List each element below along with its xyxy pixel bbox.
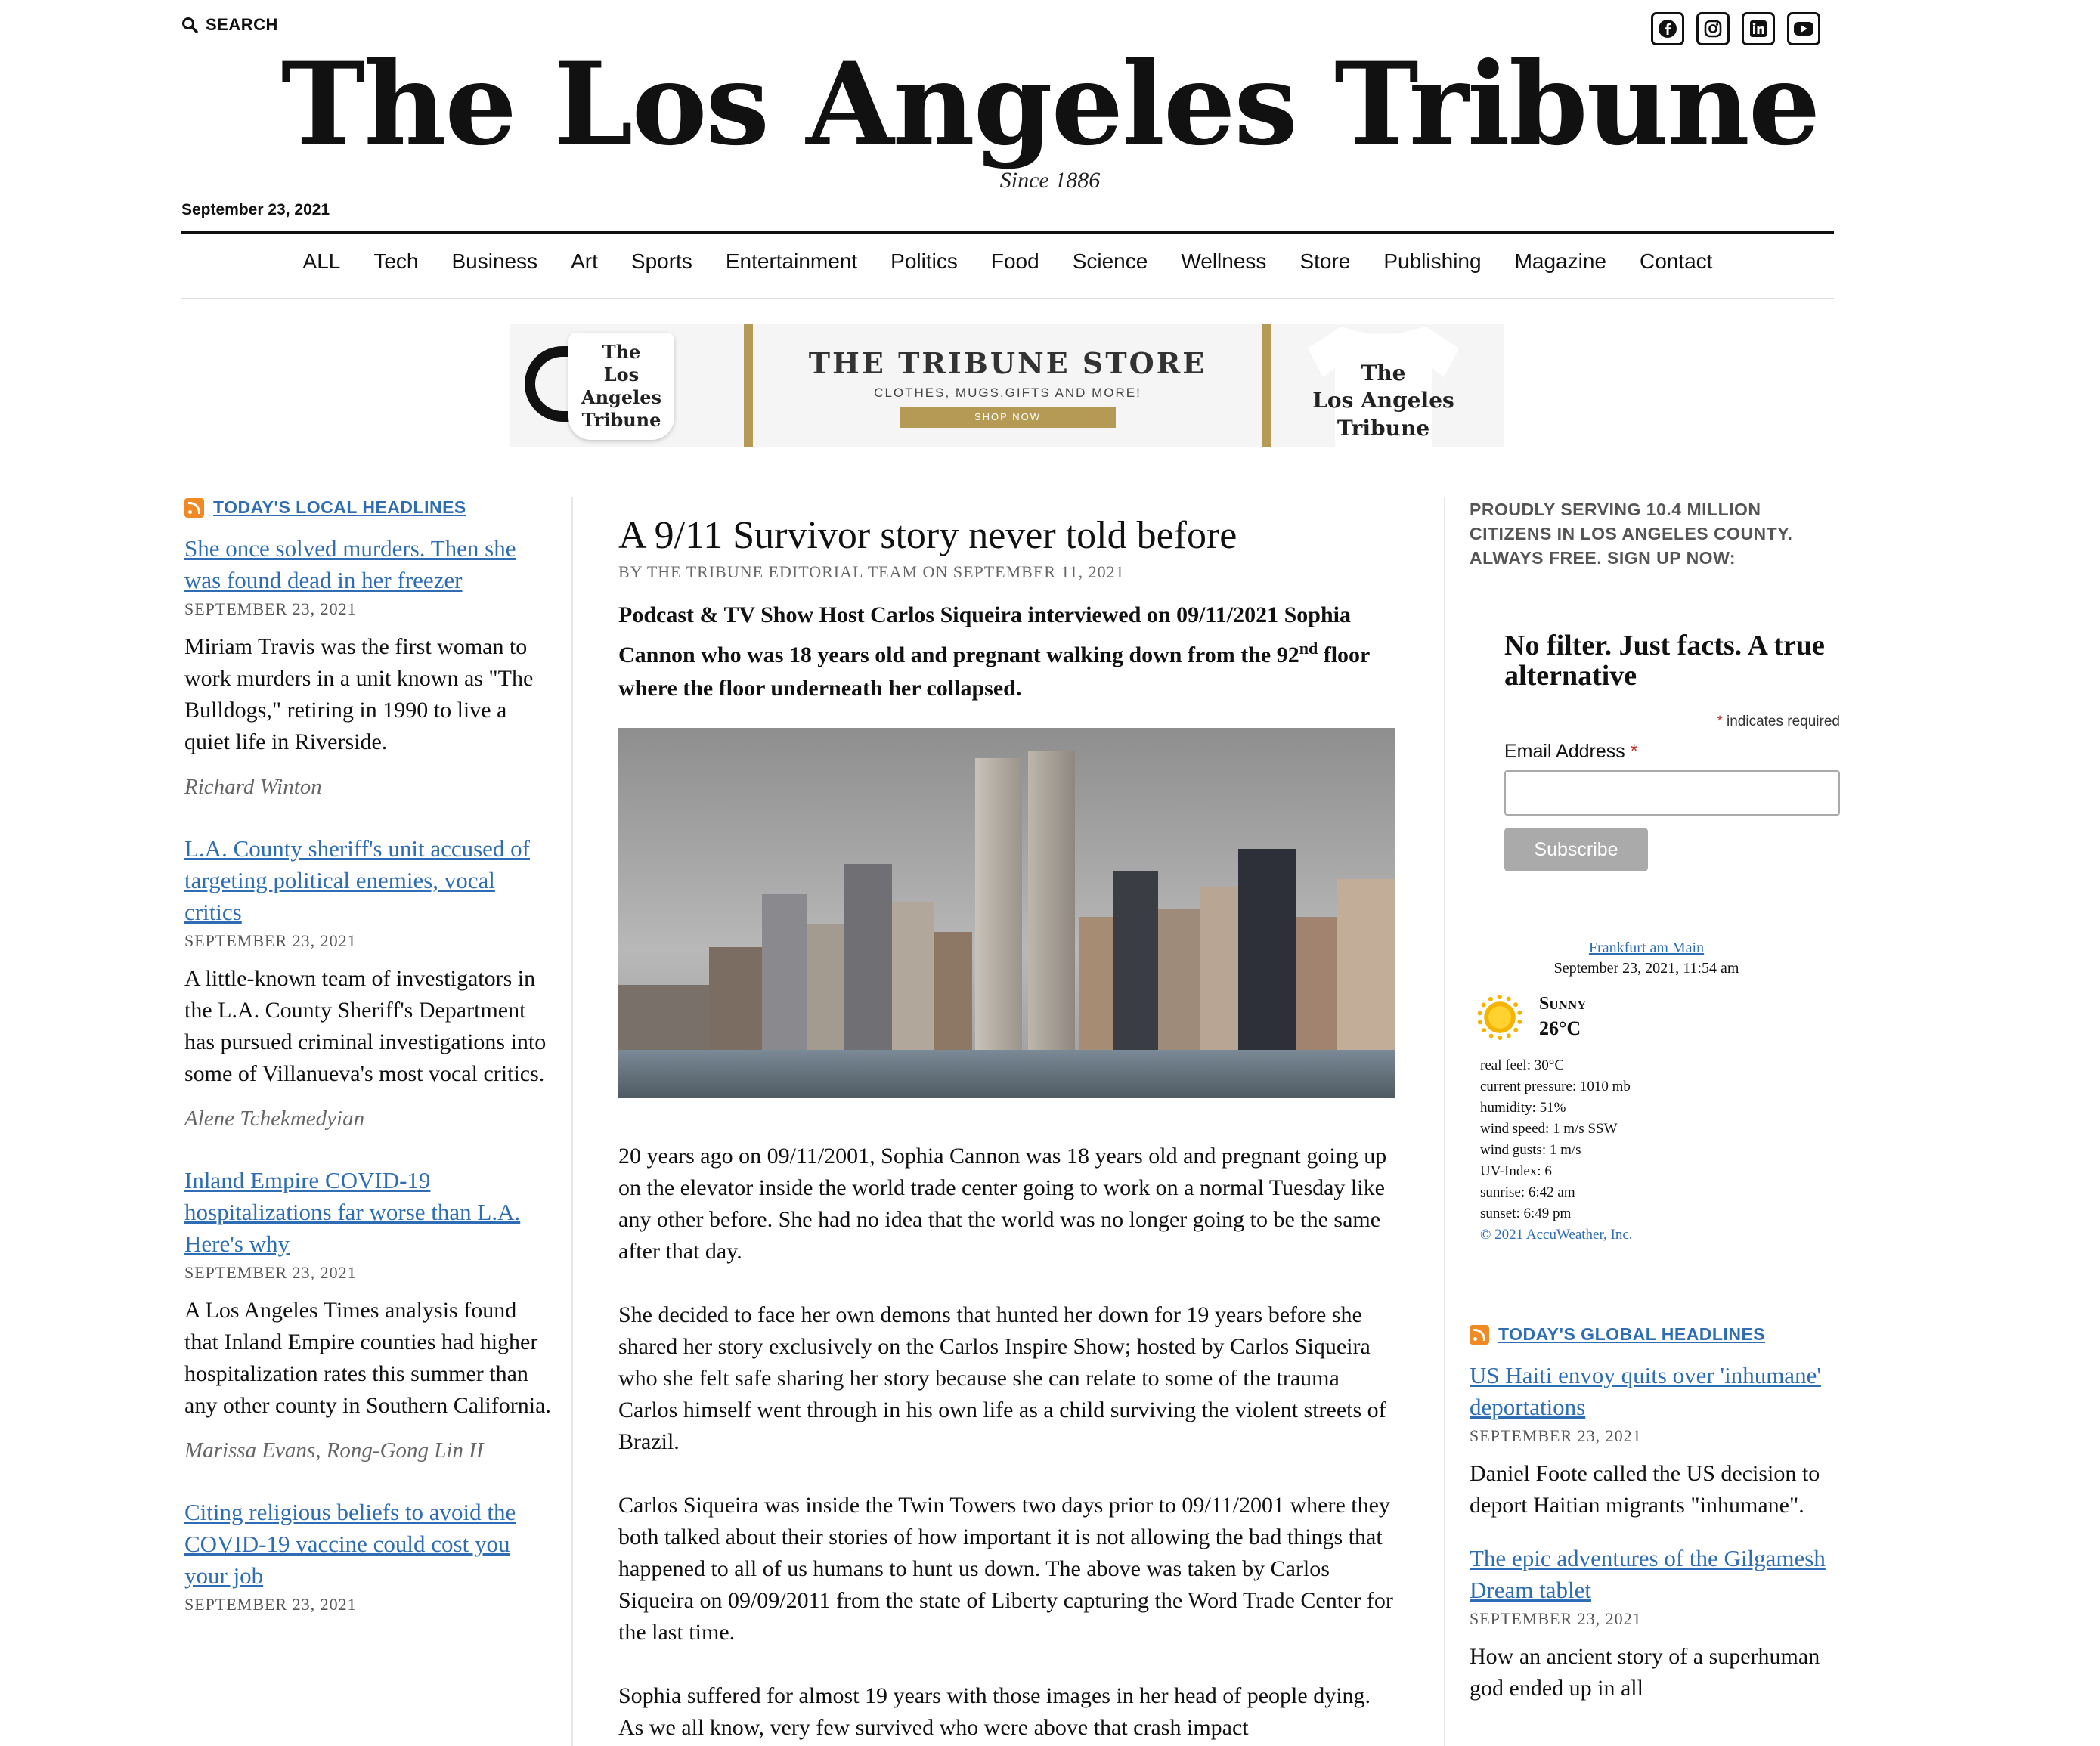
search-icon [181,17,198,33]
story-author: Marissa Evans, Rong-Gong Lin II [184,1438,484,1463]
story-excerpt: Miriam Travis was the first woman to work murders in a unit known as "The Bulldogs," retiring in 1990 to live a quiet life in Riverside. [184,634,534,754]
nav-item-art[interactable]: Art [571,249,598,273]
weather-widget [1480,940,1813,1246]
nav-item-science[interactable]: Science [1072,249,1148,273]
shop-now-button[interactable]: SHOP NOW [900,407,1116,428]
nav-item-all[interactable]: ALL [302,249,341,273]
story-date: SEPTEMBER 23, 2021 [184,599,357,618]
weather-detail: UV-Index: 6 [1480,1163,1552,1179]
article [618,512,1395,1744]
lede-superscript: nd [1299,639,1318,658]
story-date: SEPTEMBER 23, 2021 [184,1595,357,1614]
shirt-text-line: Los Angeles [1312,388,1454,413]
weather-detail: humidity: 51% [1480,1100,1566,1116]
search-label: SEARCH [206,15,278,34]
global-headlines [1470,1324,1832,1704]
nav-item-sports[interactable]: Sports [630,249,692,273]
email-label [1504,741,1840,763]
nav-item-wellness[interactable]: Wellness [1181,249,1267,273]
twin-towers-photo[interactable] [618,728,1395,1098]
required-text: indicates required [1722,714,1840,729]
weather-city-link[interactable]: Frankfurt am Main [1588,940,1705,956]
rss-icon [184,498,204,518]
column-divider [571,497,573,1746]
article-title: A 9/11 Survivor story never told before [618,514,1237,557]
nav-item-magazine[interactable]: Magazine [1514,249,1606,273]
banner-divider [1262,324,1271,447]
email-field[interactable] [1504,770,1840,816]
search-button[interactable] [181,15,278,35]
story-date: SEPTEMBER 23, 2021 [1470,1609,1642,1628]
weather-detail: real feel: 30°C [1480,1057,1564,1073]
article-byline: BY THE TRIBUNE EDITORIAL TEAM ON SEPTEMBER 11, 2021 [618,562,1125,581]
column-divider [1444,497,1445,1746]
story-excerpt: A little-known team of investigators in the L.A. County Sheriff's Department has pursued criminal investigations into some of Villanueva's most vocal critics. [184,966,547,1086]
list-item [184,1165,555,1463]
story-date: SEPTEMBER 23, 2021 [184,931,357,950]
article-lede [618,599,1395,705]
nav-item-food[interactable]: Food [990,249,1039,273]
banner-title: THE TRIBUNE STORE [808,346,1207,380]
story-date: SEPTEMBER 23, 2021 [184,1263,357,1282]
weather-condition: Sunny [1539,994,1587,1014]
story-author: Alene Tchekmedyian [184,1107,365,1131]
mug-image [525,330,668,443]
required-note [1504,714,1840,730]
accuweather-link[interactable]: © 2021 AccuWeather, Inc. [1480,1227,1633,1243]
shirt-text-line: The [1361,361,1406,385]
mug-text-line: Los Angeles [581,364,662,408]
headline-link[interactable]: L.A. County sheriff's unit accused of targeting political enemies, vocal critics [184,835,531,925]
mug-text-line: The [602,341,641,363]
weather-detail: current pressure: 1010 mb [1480,1079,1631,1094]
weather-detail: sunset: 6:49 pm [1480,1206,1572,1221]
weather-detail: wind gusts: 1 m/s [1480,1142,1581,1158]
signup-heading: No filter. Just facts. A true alternative [1504,630,1825,692]
banner-divider [744,324,753,447]
weather-detail: wind speed: 1 m/s SSW [1480,1121,1618,1137]
headline-link[interactable]: Inland Empire COVID-19 hospitalizations far worse than L.A. Here's why [184,1167,521,1257]
banner-subtitle: CLOTHES, MUGS,GIFTS AND MORE! [874,385,1141,400]
lede-text-end: floor where the floor underneath her collapsed. [618,642,1370,701]
story-excerpt: How an ancient story of a superhuman god ended up in all [1470,1644,1820,1701]
required-star: * [1717,714,1723,729]
headline-link[interactable]: The epic adventures of the Gilgamesh Dream tablet [1470,1545,1826,1603]
nav-divider [181,298,1834,299]
email-label-text: Email Address [1504,741,1631,762]
weather-details [1480,1055,1813,1246]
list-item [1470,1543,1832,1704]
story-excerpt: Daniel Foote called the US decision to deport Haitian migrants "inhumane". [1470,1461,1820,1518]
nav-item-entertainment[interactable]: Entertainment [725,249,858,273]
river-water [618,1050,1395,1098]
global-headlines-link[interactable]: TODAY'S GLOBAL HEADLINES [1498,1324,1766,1344]
list-item [184,533,555,800]
article-paragraph: 20 years ago on 09/11/2001, Sophia Cannon was 18 years old and pregnant going up on the elevator inside the world trade center going to work on a normal Tuesday like any other before. She had no idea that the world was no longer going to be the same after that day. [618,1144,1387,1264]
weather-detail: sunrise: 6:42 am [1480,1184,1575,1200]
weather-temperature: 26°C [1539,1017,1581,1039]
nav-item-business[interactable]: Business [451,249,538,273]
list-item [184,1497,555,1614]
nav-item-store[interactable]: Store [1299,249,1351,273]
weather-datetime: September 23, 2021, 11:54 am [1553,960,1739,977]
sun-icon [1480,998,1519,1037]
article-paragraph: Sophia suffered for almost 19 years with those images in her head of people dying. As we all know, very few survived who were above that crash impact [618,1683,1371,1740]
email-required-star: * [1630,741,1638,762]
nav-item-politics[interactable]: Politics [890,249,958,273]
local-headlines [184,497,555,1648]
right-sidebar [1470,497,1840,1738]
tshirt-image [1285,324,1482,447]
tribune-store-banner[interactable] [510,324,1504,447]
list-item [1470,1360,1832,1522]
nav-item-contact[interactable]: Contact [1639,249,1713,273]
masthead-logo[interactable]: The Los Angeles Tribune [280,38,1820,171]
article-paragraph: Carlos Siqueira was inside the Twin Towers two days prior to 09/11/2001 where they both talked about their stories of how important it is not allowing the bad things that happened to all of us humans to hunt us down. The above was taken by Carlos Siqueira on 09/09/2011 from the state of Liberty capturing the Word Trade Center for the last time. [618,1493,1393,1645]
shirt-text-line: Tribune [1337,415,1430,441]
mug-text-line: Tribune [581,409,661,431]
local-headlines-link[interactable]: TODAY'S LOCAL HEADLINES [213,497,466,517]
nav-item-publishing[interactable]: Publishing [1383,249,1482,273]
list-item [184,833,555,1131]
header-divider [181,231,1834,234]
lede-text: Podcast & TV Show Host Carlos Siqueira interviewed on 09/11/2021 Sophia Cannon who was 18 years old and pregnant walking down from the 92 [618,602,1351,667]
newsletter-form [1504,630,1840,871]
nav-item-tech[interactable]: Tech [373,249,419,273]
article-paragraph: She decided to face her own demons that hunted her down for 19 years before she shared her story exclusively on the Carlos Inspire Show; hosted by Carlos Siqueira who she felt safe sharing her story because she can relate to some of the trauma Carlos himself went through in his own life as a child surviving the violent streets of Brazil. [618,1302,1386,1454]
current-date: September 23, 2021 [181,201,330,218]
signup-promo: PROUDLY SERVING 10.4 MILLION CITIZENS IN LOS ANGELES COUNTY. ALWAYS FREE. SIGN UP NOW: [1470,500,1793,568]
rss-icon [1470,1325,1489,1345]
main-nav [181,249,1834,274]
subscribe-button[interactable]: Subscribe [1504,828,1648,871]
since-tagline: Since 1886 [999,168,1101,193]
story-author: Richard Winton [184,775,322,799]
story-excerpt: A Los Angeles Times analysis found that Inland Empire counties had higher hospitalization rates this summer than any other county in Southern California. [184,1298,551,1418]
headline-link[interactable]: US Haiti envoy quits over 'inhumane' deportations [1470,1362,1821,1420]
story-date: SEPTEMBER 23, 2021 [1470,1426,1642,1445]
headline-link[interactable]: Citing religious beliefs to avoid the COVID-19 vaccine could cost you your job [184,1499,516,1589]
headline-link[interactable]: She once solved murders. Then she was found dead in her freezer [184,535,516,593]
